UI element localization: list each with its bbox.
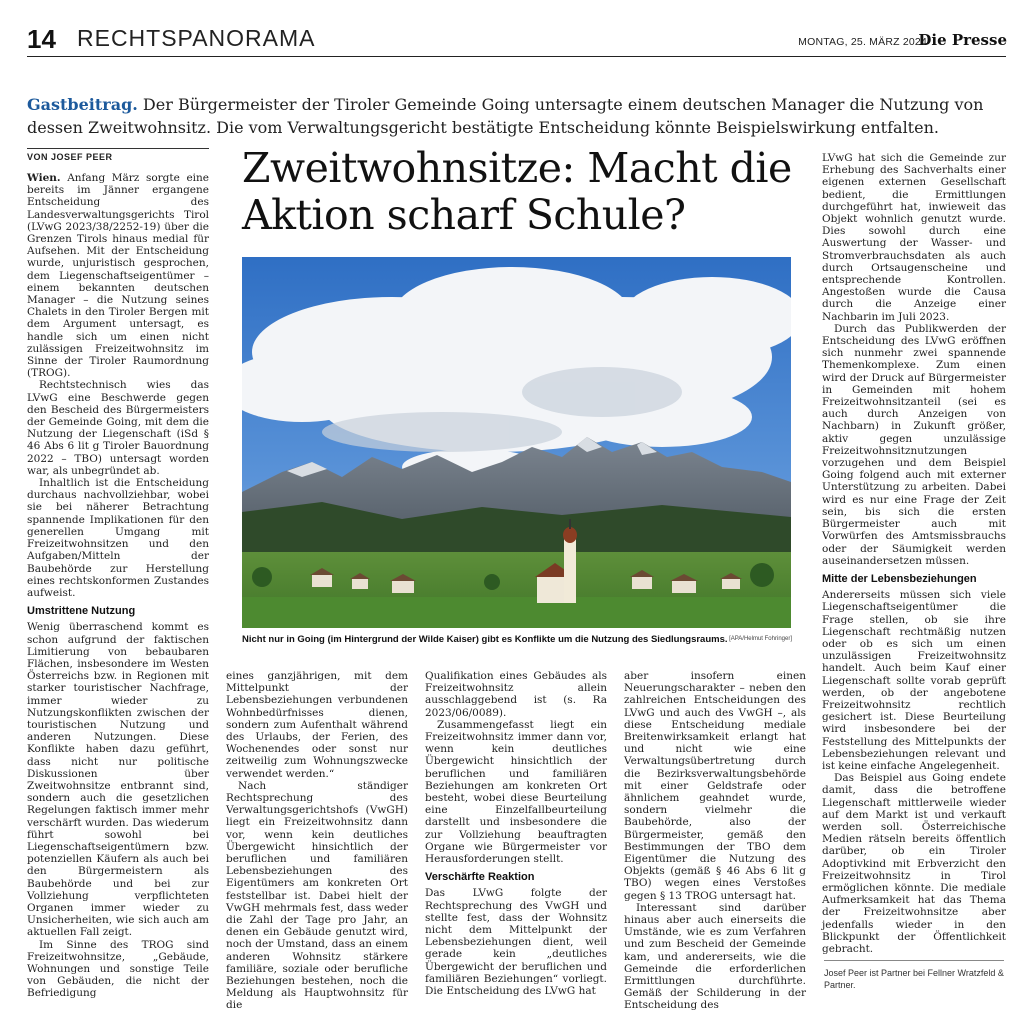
paragraph: Interessant sind darüber hinaus aber auch einerseits die Umstände, wie es zum Verfahren und zum Bescheid der Gemeinde kam, und andererseits, wie die Gemeinde die erforderlichen Ermittlungen durchführte. Gemäß der Schilderung in der Entscheidung des xyxy=(624,901,806,1012)
article-column-3 xyxy=(425,670,607,997)
paragraph: Nach ständiger Rechtsprechung des Verwaltungsgerichtshofs (VwGH) liegt ein Freizeitwohnsitz dann vor, wenn kein deutliches Übergewicht hinsichtlich der beruflichen und familiären Lebensbeziehungen des Eigentümers am konkreten Ort feststellbar ist. Dabei hielt der VwGH mehrmals fest, dass weder die Zahl der Tage pro Jahr, an denen ein Gebäude genutzt wird, noch der Umstand, dass an einem anderen Wohnsitz stärkere familiäre, soziale oder berufliche Beziehungen bestehen, noch die Meldung als Hauptwohnsitz für die xyxy=(226,779,408,1012)
subheading: Umstrittene Nutzung xyxy=(27,605,136,618)
article-lead xyxy=(27,93,1002,139)
lead-kicker: Gastbeitrag. xyxy=(27,95,138,114)
author-note-divider xyxy=(824,960,1004,961)
paragraph: Qualifikation eines Gebäudes als Freizeitwohnsitz allein ausschlaggebend ist (s. Ra 2023/06/0089). xyxy=(425,670,607,719)
newspaper-logo: Die Presse xyxy=(918,31,1007,49)
paragraph: aber insofern einen Neuerungscharakter – neben den zahlreichen Entscheidungen des LVwG und auch des VwGH –, als diese Entscheidung mediale Breitenwirksamkeit erlangt hat und nicht wie eine Verwaltungsübertretung durch die Bezirksverwaltungsbehörde mit einer Geldstrafe oder ähnlichem geahndet wurde, sondern vielmehr die Baubehörde, also der Bürgermeister, gemäß den Bestimmungen der TBO dem Eigentümer die Nutzung des Objekts (gemäß § 46 Abs 6 lit g TBO) wegen eines Verstoßes gegen § 13 TROG untersagt hat. xyxy=(624,670,806,902)
lead-text: Der Bürgermeister der Tiroler Gemeinde Going untersagte einem deutschen Manager die Nutzung von dessen Zweitwohnsitz. Die vom Verwaltungsgericht bestätigte Entscheidung könnte Beispielswirkung entfalten. xyxy=(27,95,984,137)
page-number: 14 xyxy=(27,24,56,54)
header-divider xyxy=(27,56,1006,57)
article-column-2 xyxy=(226,670,408,1012)
article-column-5 xyxy=(822,152,1006,955)
author-note: Josef Peer ist Partner bei Fellner Wratzfeld & Partner. xyxy=(824,968,1004,990)
subheading: Verschärfte Reaktion xyxy=(425,871,535,884)
article-column-1 xyxy=(27,172,209,1000)
article-photo xyxy=(242,257,791,628)
paragraph: Das Beispiel aus Going endete damit, dass die betroffene Liegenschaft mittlerweile wieder auf dem Markt ist und verkauft werden soll. Österreichische Medien rätseln bereits öffentlich darüber, ob ein Tiroler Adoptivkind mit Erbverzicht den Freizeitwohnsitz in Tirol ermöglichen könnte. Die mediale Aufmerksamkeit hat das Thema der Freizeitwohnsitze aber jedenfalls wieder in den Blickpunkt der Öffentlichkeit gebracht. xyxy=(822,772,1006,955)
paragraph: Durch das Publikwerden der Entscheidung des LVwG eröffnen sich nunmehr zwei spannende Themenkomplexe. Zum einen wird der Druck auf Bürgermeister in Gemeinden mit hohem Freizeitwohnsitzanteil (sei es auch durch Anzeigen von Nachbarn) in Zukunft größer, aktiv gegen unzulässige Freizeitwohnsitznutzungen vorzugehen und dem Beispiel Going folgend auch mit externer Unterstützung zu arbeiten. Dabei wird es nur eine Frage der Zeit sein, bis sich die ersten Bürgermeister auch mit Vorwürfen des Amtsmissbrauchs oder der Säumigkeit werden auseinandersetzen müssen. xyxy=(822,322,1006,567)
paragraph: Andererseits müssen sich viele Liegenschaftseigentümer die Frage stellen, ob sie ihre Liegenschaft rechtmäßig nutzen oder ob es sich um einen unzulässigen Freizeitwohnsitz handelt. Auch beim Kauf einer Liegenschaft sollte vorab geprüft werden, ob der angebotene Freizeitwohnsitz rechtlich gesichert ist. Diese Beurteilung wird insbesondere bei der Feststellung des Mittelpunkts der Lebensbeziehungen relevant und ist keine einfache Angelegenheit. xyxy=(822,589,1006,772)
publication-date: MONTAG, 25. MÄRZ 2024 xyxy=(798,36,927,48)
byline-rule xyxy=(27,148,209,149)
caption-text: Nicht nur in Going (im Hintergrund der Wilde Kaiser) gibt es Konflikte um die Nutzung des Siedlungsraums. xyxy=(242,634,728,645)
paragraph: Im Sinne des TROG sind Freizeitwohnsitze, „Gebäude, Wohnungen und sonstige Teile von Gebäuden, die nicht der Befriedigung xyxy=(27,938,209,1000)
photo-credit: [APA/Helmut Fohringer] xyxy=(729,636,792,642)
paragraph: Rechtstechnisch wies das LVwG eine Beschwerde gegen den Bescheid des Bürgermeisters der Gemeinde Going, mit dem die Nutzung der Liegenschaft (iSd § 46 Abs 6 lit g Tiroler Bauordnung 2022 – TBO) untersagt worden war, als unbegründet ab. xyxy=(27,379,209,477)
byline: VON JOSEF PEER xyxy=(27,152,113,162)
paragraph: LVwG hat sich die Gemeinde zur Erhebung des Sachverhalts einer eigenen externen Gesellschaft bedient, die Ermittlungen durchgeführt hat, inwieweit das Objekt wohnlich genutzt wurde. Dies sowohl durch eine Auswertung der Wasser- und Stromverbrauchsdaten als auch durch Ortsaugenscheine und entsprechende Kontrollen. Angestoßen wurde die Causa durch die Anzeige einer Nachbarin im Juli 2023. xyxy=(822,152,1006,323)
paragraph: Anfang März sorgte eine bereits im Jänner ergangene Entscheidung des Landesverwaltungsgerichts Tirol (LVwG 2023/38/2252-19) über die Grenzen Tirols hinaus medial für Aufsehen. Mit der Entscheidung wurde, unjuristisch gesprochen, dem Liegenschaftseigentümer – einem bekannten deutschen Manager – die Nutzung seines Chalets in den Tiroler Bergen mit dem Argument untersagt, es handle sich um einen nicht zulässigen Freizeitwohnsitz im Sinne der Tiroler Raumordnung (TROG). xyxy=(27,172,209,380)
subheading: Mitte der Lebensbeziehungen xyxy=(822,572,977,585)
photo-caption xyxy=(242,634,792,645)
paragraph: Zusammengefasst liegt ein Freizeitwohnsitz immer dann vor, wenn kein deutliches Übergewicht hinsichtlich der beruflichen und familiären Beziehungen am konkreten Ort besteht, wobei diese Beurteilung eine Einzelfallbeurteilung darstellt und insbesondere die zur Vollziehung beauftragten Organe wie Bürgermeister vor Herausforderungen stellt. xyxy=(425,718,607,866)
paragraph: Das LVwG folgte der Rechtsprechung des VwGH und stellte fest, dass der Wohnsitz nicht dem Mittelpunkt der Lebensbeziehungen dient, weil gerade kein „deutliches Übergewicht der beruflichen und familiären Beziehungen“ vorliegt. Die Entscheidung des LVwG hat xyxy=(425,887,607,998)
paragraph: Inhaltlich ist die Entscheidung durchaus nachvollziehbar, wobei sie bei näherer Betrachtung spannende Implikationen für den generellen Umgang mit Freizeitwohnsitzen und den Aufgaben/Mitteln der Baubehörde zur Herstellung eines rechtskonformen Zustandes aufweist. xyxy=(27,477,209,599)
article-column-4 xyxy=(624,670,806,1012)
paragraph: eines ganzjährigen, mit dem Mittelpunkt der Lebensbeziehungen verbundenen Wohnbedürfnisses dienen, sondern zum Aufenthalt während des Urlaubs, der Ferien, des Wochenendes oder sonst nur zeitweilig zum Wohnungszwecke verwendet werden.“ xyxy=(226,670,408,780)
dateline-place: Wien. xyxy=(27,172,61,184)
paragraph: Wenig überraschend kommt es schon aufgrund der faktischen Limitierung von bebaubaren Flächen, insbesondere im Westen Österreichs bzw. in Regionen mit starker touristischer Nachfrage, immer wieder zu Nutzungskonflikten zwischen der touristischen Nutzung und anderen Nutzungen. Diese Konflikte haben dazu geführt, dass nicht nur politische Diskussionen über Zweitwohnsitze entbrannt sind, sondern auch die gesetzlichen Regelungen faktisch immer mehr verschärft wurden. Das wiederum führt sowohl bei Liegenschaftseigentümern bzw. potenziellen Käufern als auch bei den Bürgermeistern als Baubehörde und bei zur Vollziehung verpflichteten Organen immer wieder zu Unsicherheiten, wie sich auch am aktuellen Fall zeigt. xyxy=(27,621,209,939)
headline: Zweitwohnsitze: Macht die Aktion scharf Schule? xyxy=(242,144,792,239)
section-title: RECHTSPANORAMA xyxy=(77,25,316,51)
